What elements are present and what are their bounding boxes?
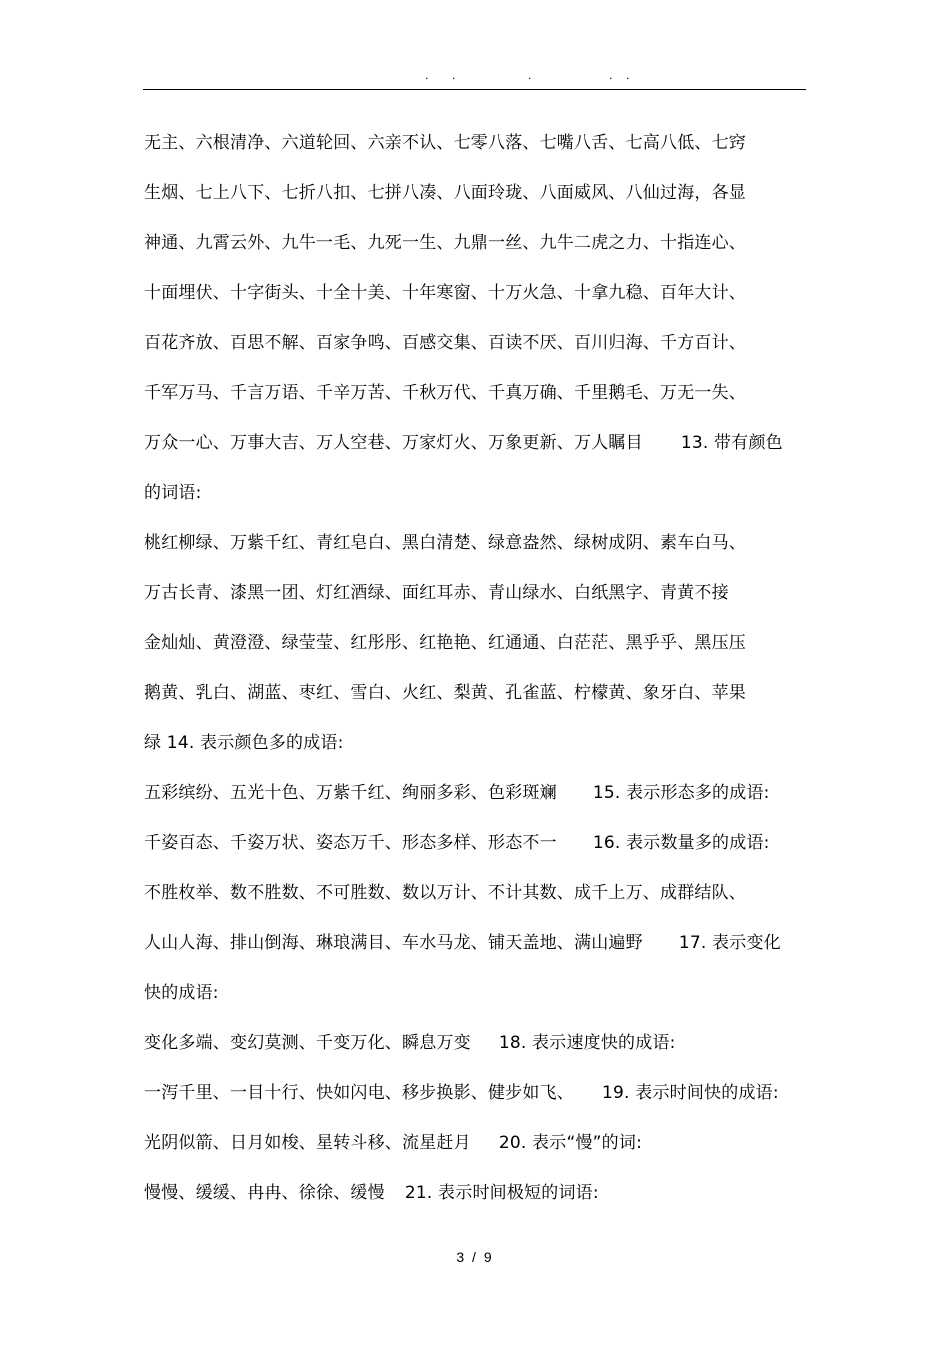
header-dot: .	[452, 68, 456, 82]
text-segment: 鹅黄、乳白、湖蓝、枣红、雪白、火红、梨黄、孔雀蓝、柠檬黄、象牙白、苹果	[144, 683, 746, 703]
section-heading: 16. 表示数量多的成语:	[592, 833, 770, 853]
text-line	[144, 1081, 814, 1105]
text-segment: 万古长青、漆黑一团、灯红酒绿、面红耳赤、青山绿水、白纸黑字、青黄不接	[144, 583, 729, 603]
text-segment: 慢慢、缓缓、冉冉、徐徐、缓慢	[144, 1183, 385, 1203]
text-line	[144, 1131, 814, 1155]
text-line	[144, 981, 814, 1005]
header-dot: .	[609, 68, 613, 82]
text-line	[144, 631, 814, 655]
text-line	[144, 681, 814, 705]
header-rule	[143, 89, 806, 90]
text-segment: 金灿灿、黄澄澄、绿莹莹、红彤彤、红艳艳、红通通、白茫茫、黑乎乎、黑压压	[144, 633, 746, 653]
text-segment: 百花齐放、百思不解、百家争鸣、百感交集、百读不厌、百川归海、千方百计、	[144, 333, 746, 353]
text-segment: 人山人海、排山倒海、琳琅满目、车水马龙、铺天盖地、满山遍野	[144, 933, 643, 953]
header-dot: .	[528, 68, 532, 82]
text-segment: 五彩缤纷、五光十色、万紫千红、绚丽多彩、色彩斑斓	[144, 783, 557, 803]
text-line	[144, 831, 814, 855]
text-segment: 千军万马、千言万语、千辛万苦、千秋万代、千真万确、千里鹅毛、万无一失、	[144, 383, 746, 403]
text-segment: 不胜枚举、数不胜数、不可胜数、数以万计、不计其数、成千上万、成群结队、	[144, 883, 746, 903]
section-heading: 21. 表示时间极短的词语:	[404, 1183, 599, 1203]
text-line	[144, 731, 814, 755]
text-segment: 神通、九霄云外、九牛一毛、九死一生、九鼎一丝、九牛二虎之力、十指连心、	[144, 233, 746, 253]
text-segment: 一泻千里、一目十行、快如闪电、移步换影、健步如飞、	[144, 1083, 574, 1103]
text-line	[144, 431, 814, 455]
section-heading: 20. 表示“慢”的词:	[498, 1133, 642, 1153]
section-heading: 17. 表示变化	[678, 933, 781, 953]
section-heading: 快的成语:	[144, 983, 219, 1003]
text-line	[144, 1031, 814, 1055]
section-heading: 13. 带有颜色	[680, 433, 783, 453]
text-line	[144, 131, 814, 155]
text-line	[144, 231, 814, 255]
section-heading: 的词语:	[144, 483, 202, 503]
section-heading: 18. 表示速度快的成语:	[498, 1033, 676, 1053]
text-segment: 千姿百态、千姿万状、姿态万千、形态多样、形态不一	[144, 833, 557, 853]
text-segment: 生烟、七上八下、七折八扣、七拼八凑、八面玲珑、八面威风、八仙过海，各显	[144, 183, 746, 203]
text-line	[144, 881, 814, 905]
text-segment: 光阴似箭、日月如梭、星转斗移、流星赶月	[144, 1133, 471, 1153]
text-line	[144, 181, 814, 205]
text-segment: 变化多端、变幻莫测、千变万化、瞬息万变	[144, 1033, 471, 1053]
text-line	[144, 281, 814, 305]
text-line	[144, 1181, 814, 1205]
text-segment: 十面埋伏、十字街头、十全十美、十年寒窗、十万火急、十拿九稳、百年大计、	[144, 283, 746, 303]
text-segment: 无主、六根清净、六道轮回、六亲不认、七零八落、七嘴八舌、七高八低、七窍	[144, 133, 746, 153]
page-number: 3 / 9	[456, 1249, 494, 1265]
text-line	[144, 481, 814, 505]
section-heading: 15. 表示形态多的成语:	[592, 783, 770, 803]
text-line	[144, 531, 814, 555]
text-line	[144, 781, 814, 805]
text-line	[144, 581, 814, 605]
section-heading: 19. 表示时间快的成语:	[602, 1083, 779, 1103]
text-segment: 万众一心、万事大吉、万人空巷、万家灯火、万象更新、万人瞩目	[144, 433, 643, 453]
header-dot: .	[626, 68, 630, 82]
header-dots	[0, 68, 950, 88]
text-line	[144, 331, 814, 355]
text-line	[144, 931, 814, 955]
section-heading: 绿 14. 表示颜色多的成语:	[144, 733, 344, 753]
header-dot: .	[425, 68, 429, 82]
text-segment: 桃红柳绿、万紫千红、青红皂白、黑白清楚、绿意盎然、绿树成阴、素车白马、	[144, 533, 746, 553]
text-line	[144, 381, 814, 405]
